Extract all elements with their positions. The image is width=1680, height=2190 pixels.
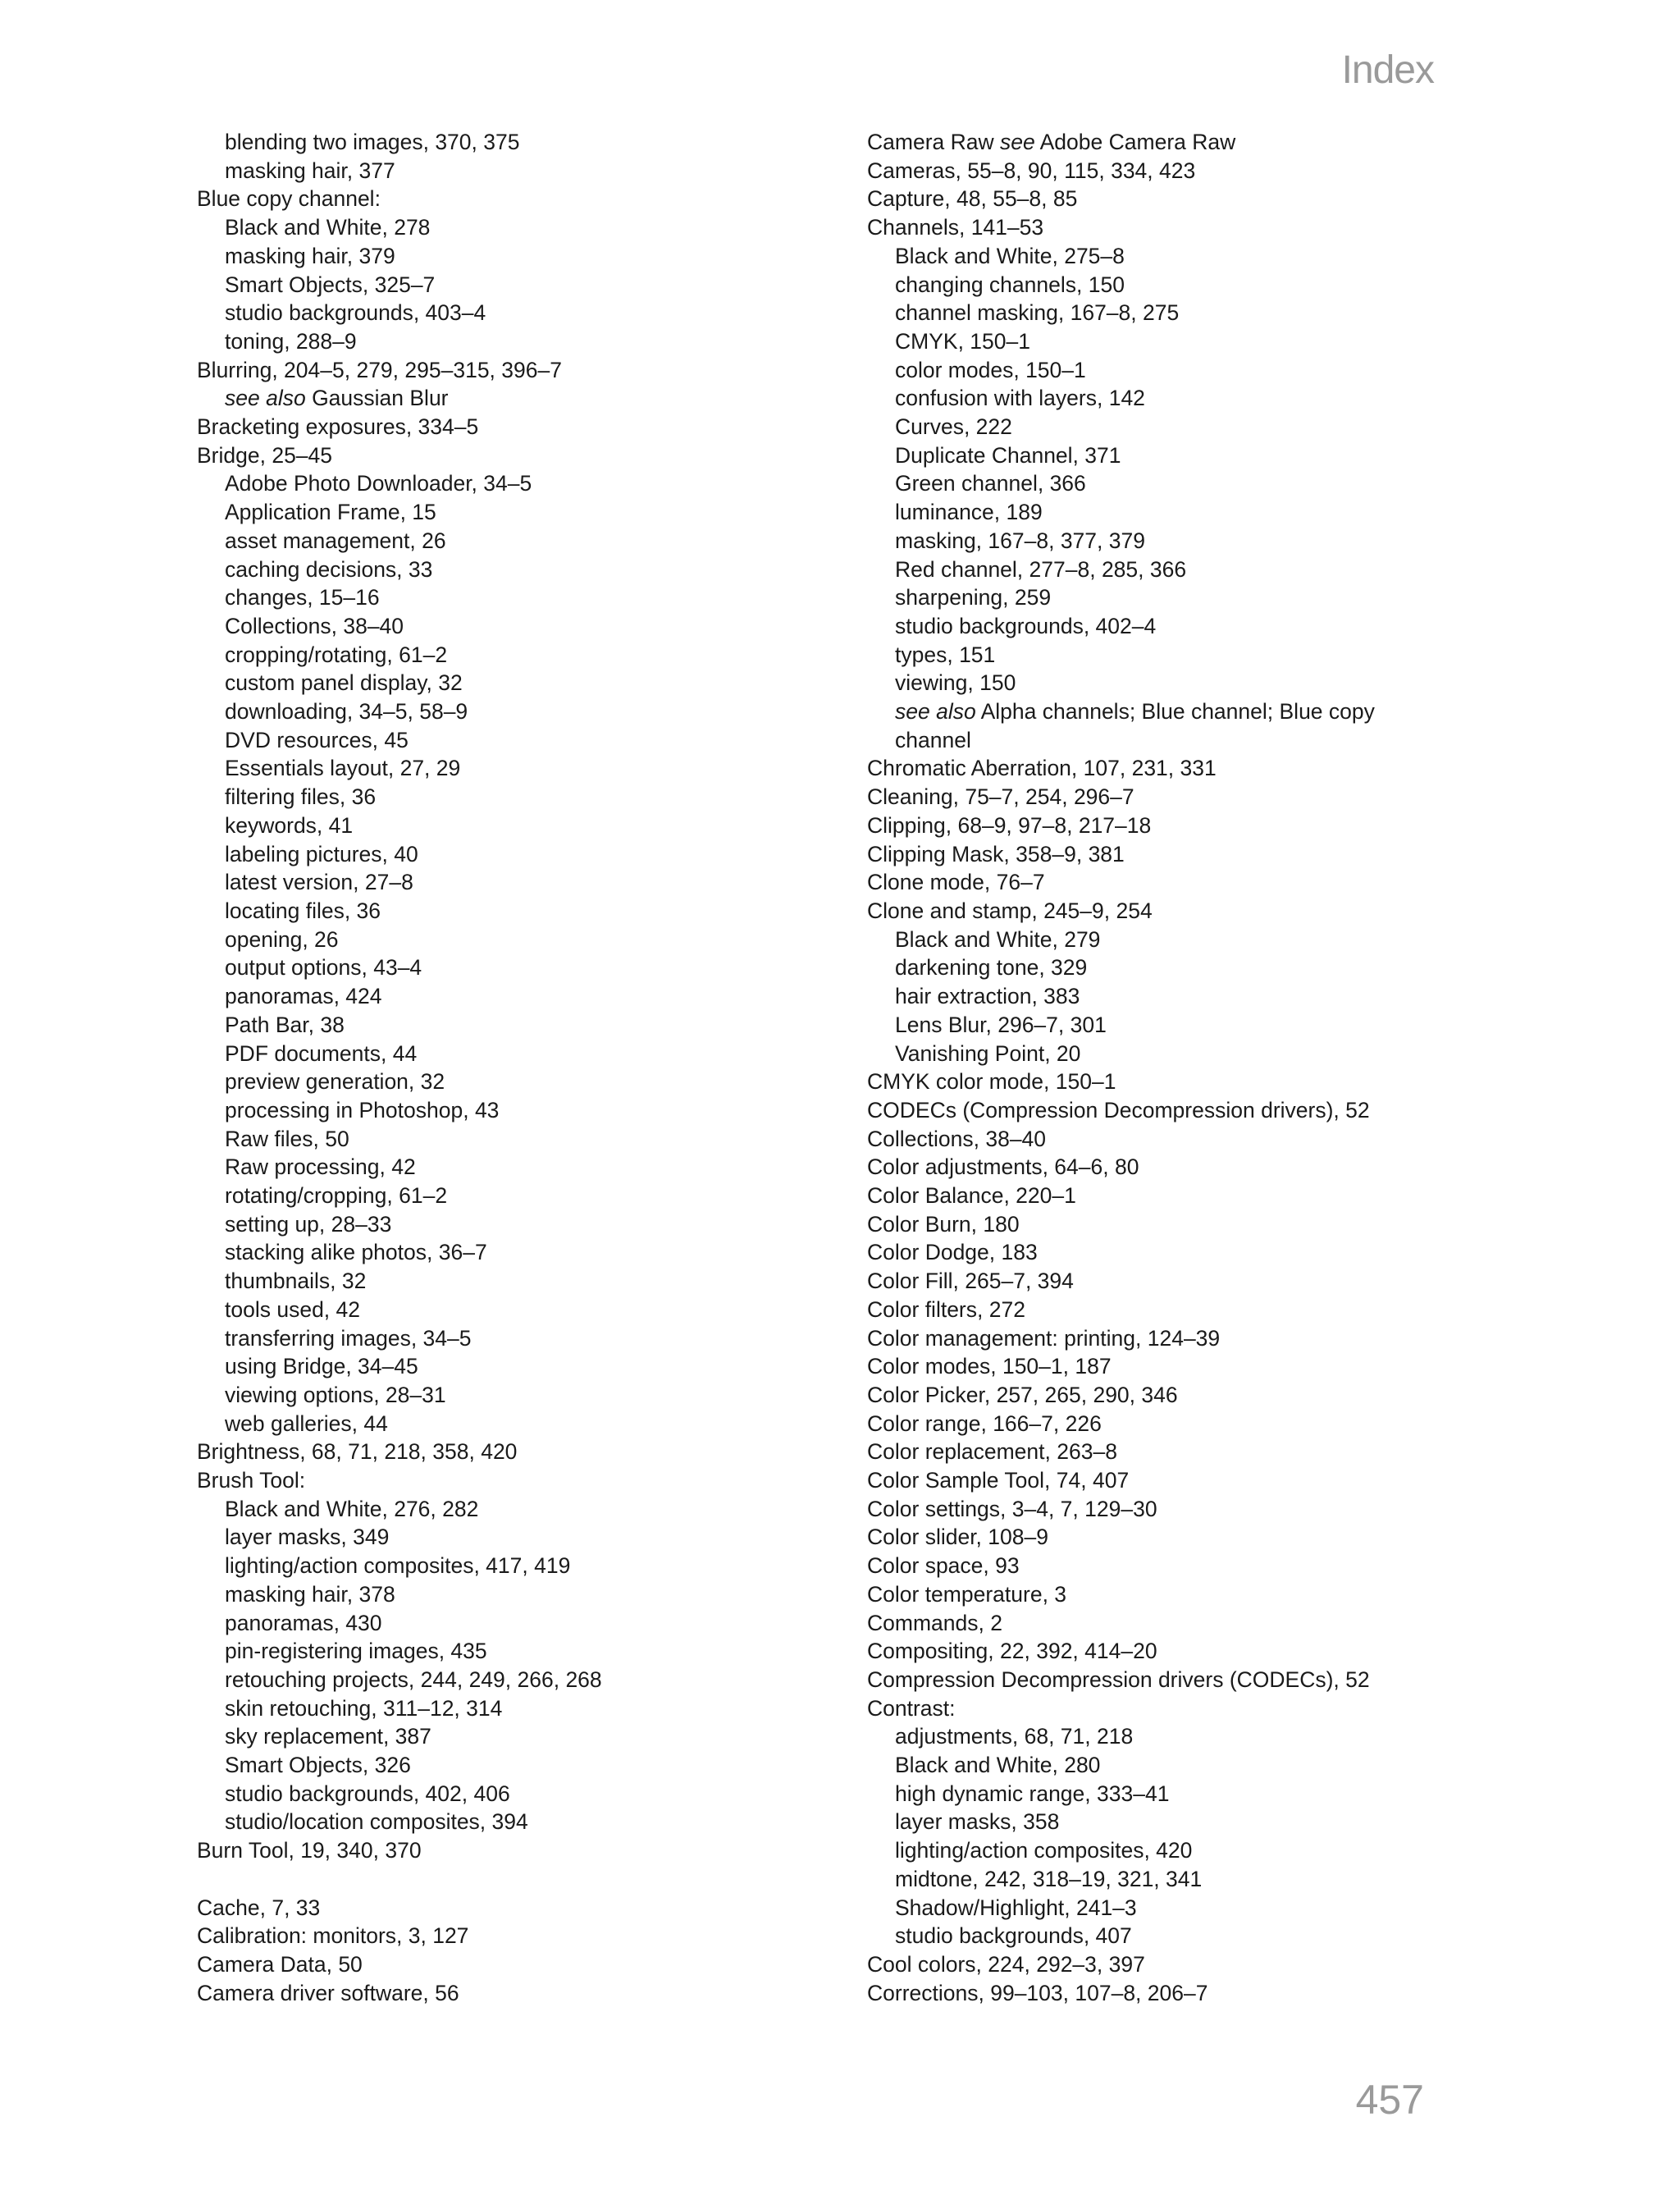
entry-text: Cleaning, 75–7, 254, 296–7 [867, 784, 1134, 810]
entry-text: color modes, 150–1 [895, 357, 1086, 382]
entry-text: keywords, 41 [225, 812, 354, 838]
entry-text: Color management: printing, 124–39 [867, 1325, 1221, 1351]
index-subentry [197, 669, 820, 697]
index-subentry [867, 697, 1458, 726]
entry-text: Green channel, 366 [895, 471, 1086, 496]
entry-text: Camera Raw [867, 130, 1000, 154]
entry-text: Black and White, 275–8 [895, 243, 1125, 268]
index-subentry [197, 1694, 820, 1723]
entry-text: Camera driver software, 56 [197, 1980, 459, 2005]
index-subentry [197, 242, 820, 271]
entry-text: Color replacement, 263–8 [867, 1439, 1117, 1465]
index-subentry [867, 1836, 1458, 1865]
index-subentry [867, 1865, 1458, 1894]
entry-text: Cameras, 55–8, 90, 115, 334, 423 [867, 158, 1196, 183]
index-subentry [197, 1125, 820, 1154]
entry-text: Collections, 38–40 [867, 1126, 1047, 1151]
entry-text: Raw files, 50 [225, 1126, 349, 1151]
index-subentry [197, 1324, 820, 1353]
index-column-right [867, 128, 1458, 2007]
entry-text: Blurring, 204–5, 279, 295–315, 396–7 [197, 357, 562, 382]
index-entry [867, 185, 1458, 213]
entry-text: Camera Data, 50 [197, 1951, 363, 1977]
entry-text: Color Burn, 180 [867, 1211, 1020, 1237]
index-subentry [197, 783, 820, 812]
index-subentry [197, 1096, 820, 1125]
entry-text: channel masking, 167–8, 275 [895, 300, 1180, 326]
index-subentry [197, 1153, 820, 1182]
entry-text: Brightness, 68, 71, 218, 358, 420 [197, 1439, 518, 1465]
index-entry [867, 1495, 1458, 1524]
entry-text: channel [895, 727, 971, 752]
index-subentry [197, 1040, 820, 1068]
entry-text: Color Picker, 257, 265, 290, 346 [867, 1382, 1178, 1407]
index-subentry [867, 641, 1458, 670]
entry-text: Bracketing exposures, 334–5 [197, 414, 479, 440]
index-entry [867, 1637, 1458, 1666]
index-subentry [867, 669, 1458, 697]
entry-text: toning, 288–9 [225, 328, 357, 354]
index-subentry [197, 982, 820, 1011]
index-subentry [867, 527, 1458, 556]
entry-text: Color Fill, 265–7, 394 [867, 1269, 1074, 1294]
index-subentry [197, 1666, 820, 1694]
index-entry [867, 1182, 1458, 1210]
entry-text: Calibration: monitors, 3, 127 [197, 1923, 469, 1949]
index-subentry [197, 498, 820, 527]
entry-text: output options, 43–4 [225, 955, 422, 981]
index-subentry [197, 726, 820, 755]
entry-text: CMYK color mode, 150–1 [867, 1069, 1116, 1095]
entry-text: Compression Decompression drivers (CODECs), 52 [867, 1667, 1370, 1692]
index-entry [867, 1609, 1458, 1638]
entry-text: Black and White, 280 [895, 1753, 1101, 1778]
entry-text: opening, 26 [225, 926, 339, 952]
index-entry [867, 1153, 1458, 1182]
index-subentry [197, 583, 820, 612]
entry-text: tools used, 42 [225, 1296, 361, 1322]
index-entry [867, 1666, 1458, 1694]
entry-text: layer masks, 349 [225, 1525, 390, 1550]
entry-text: latest version, 27–8 [225, 870, 413, 895]
entry-text: confusion with layers, 142 [895, 386, 1145, 411]
index-entry [867, 1324, 1458, 1353]
entry-text: CODECs (Compression Decompression drivers), 52 [867, 1097, 1370, 1122]
entry-text: Essentials layout, 27, 29 [225, 756, 461, 781]
index-entry [867, 897, 1458, 926]
index-subentry [197, 1495, 820, 1524]
entry-text: studio backgrounds, 402–4 [895, 613, 1157, 638]
entry-text: Clipping, 68–9, 97–8, 217–18 [867, 812, 1152, 838]
index-entry [867, 1523, 1458, 1552]
index-subentry [867, 299, 1458, 327]
cross-reference-term: see also [895, 699, 976, 725]
index-subentry [867, 441, 1458, 470]
index-subentry [197, 527, 820, 556]
entry-text: Clipping Mask, 358–9, 381 [867, 841, 1125, 866]
entry-text: Collections, 38–40 [225, 613, 404, 638]
entry-text: Black and White, 279 [895, 926, 1101, 952]
entry-text: using Bridge, 34–45 [225, 1354, 418, 1379]
index-subentry [197, 697, 820, 726]
entry-text: lighting/action composites, 417, 419 [225, 1553, 571, 1579]
index-entry [867, 128, 1458, 157]
page-header-title: Index [1341, 48, 1434, 92]
index-subentry [197, 1011, 820, 1040]
entry-text: CMYK, 150–1 [895, 328, 1030, 354]
entry-text: cropping/rotating, 61–2 [225, 642, 448, 667]
index-entry [867, 1552, 1458, 1580]
entry-text: Adobe Photo Downloader, 34–5 [225, 471, 532, 496]
index-subentry [197, 556, 820, 584]
entry-text: Black and White, 276, 282 [225, 1496, 479, 1521]
index-entry [867, 1381, 1458, 1410]
section-gap [197, 1865, 820, 1894]
index-column-left [197, 128, 820, 2007]
index-subentry [197, 1580, 820, 1609]
entry-text: Curves, 222 [895, 414, 1012, 440]
index-subentry [867, 926, 1458, 954]
index-entry [197, 356, 820, 385]
index-subentry [867, 556, 1458, 584]
entry-text: Contrast: [867, 1695, 956, 1721]
entry-text: custom panel display, 32 [225, 670, 463, 696]
entry-text: Duplicate Channel, 371 [895, 442, 1121, 468]
index-subentry [197, 926, 820, 954]
index-entry [867, 1438, 1458, 1466]
entry-text: Alpha channels; Blue channel; Blue copy [975, 699, 1375, 725]
index-subentry [197, 812, 820, 840]
index-entry [867, 754, 1458, 783]
entry-text: skin retouching, 311–12, 314 [225, 1695, 503, 1721]
entry-text: masking hair, 378 [225, 1581, 395, 1607]
index-subentry [197, 754, 820, 783]
entry-text: Color Dodge, 183 [867, 1240, 1038, 1265]
index-subentry [197, 1352, 820, 1381]
entry-text: downloading, 34–5, 58–9 [225, 699, 468, 725]
entry-text: layer masks, 358 [895, 1809, 1060, 1835]
entry-text: setting up, 28–33 [225, 1211, 392, 1237]
entry-text: Path Bar, 38 [225, 1012, 345, 1037]
index-subentry [197, 1296, 820, 1324]
entry-text: studio backgrounds, 407 [895, 1923, 1132, 1949]
entry-text: blending two images, 370, 375 [225, 130, 520, 154]
index-subentry [197, 1068, 820, 1096]
entry-text: Bridge, 25–45 [197, 442, 333, 468]
index-subentry [867, 1780, 1458, 1808]
index-entry [867, 1352, 1458, 1381]
index-entry [867, 1125, 1458, 1154]
index-subentry [197, 1238, 820, 1267]
index-subentry [197, 384, 820, 413]
index-subentry [867, 498, 1458, 527]
entry-text: rotating/cropping, 61–2 [225, 1183, 448, 1209]
entry-text: retouching projects, 244, 249, 266, 268 [225, 1667, 602, 1692]
entry-text: stacking alike photos, 36–7 [225, 1240, 487, 1265]
entry-text: Application Frame, 15 [225, 500, 436, 525]
entry-text: PDF documents, 44 [225, 1040, 418, 1066]
index-entry [867, 1296, 1458, 1324]
entry-text: locating files, 36 [225, 898, 381, 923]
entry-text: lighting/action composites, 420 [895, 1838, 1193, 1863]
index-subentry [197, 1523, 820, 1552]
index-entry [197, 1894, 820, 1923]
index-subentry [867, 982, 1458, 1011]
index-subentry [197, 1609, 820, 1638]
index-subentry [197, 612, 820, 641]
index-entry [867, 1210, 1458, 1239]
index-entry [197, 185, 820, 213]
cross-reference-term: see [1000, 130, 1035, 154]
entry-text: panoramas, 424 [225, 984, 382, 1009]
entry-text: Clone and stamp, 245–9, 254 [867, 898, 1153, 923]
entry-text: changing channels, 150 [895, 272, 1125, 297]
entry-text: Black and White, 278 [225, 215, 431, 240]
entry-text: Smart Objects, 325–7 [225, 272, 436, 297]
index-subentry [197, 271, 820, 299]
index-entry [867, 1950, 1458, 1979]
page-number: 457 [1355, 2077, 1424, 2123]
index-entry [867, 1694, 1458, 1723]
entry-text: Color Sample Tool, 74, 407 [867, 1468, 1130, 1493]
index-subentry [867, 726, 1458, 755]
index-subentry [197, 1808, 820, 1836]
index-entry [867, 812, 1458, 840]
entry-text: Blue copy channel: [197, 186, 381, 212]
index-subentry [197, 1381, 820, 1410]
index-entry [197, 441, 820, 470]
index-subentry [867, 612, 1458, 641]
entry-text: Red channel, 277–8, 285, 366 [895, 556, 1187, 582]
index-subentry [197, 213, 820, 242]
entry-text: labeling pictures, 40 [225, 841, 418, 866]
index-entry [867, 1466, 1458, 1495]
index-entry [867, 213, 1458, 242]
index-subentry [197, 641, 820, 670]
entry-text: Cool colors, 224, 292–3, 397 [867, 1952, 1145, 1977]
entry-text: thumbnails, 32 [225, 1269, 367, 1294]
entry-text: Color space, 93 [867, 1553, 1020, 1579]
entry-text: Adobe Camera Raw [1034, 130, 1236, 154]
entry-text: studio backgrounds, 403–4 [225, 300, 486, 326]
index-subentry [197, 157, 820, 185]
entry-text: Color temperature, 3 [867, 1581, 1067, 1607]
index-subentry [867, 384, 1458, 413]
entry-text: Brush Tool: [197, 1468, 306, 1493]
entry-text: panoramas, 430 [225, 1610, 382, 1635]
entry-text: masking hair, 377 [225, 158, 395, 183]
index-subentry [867, 1808, 1458, 1836]
index-subentry [867, 953, 1458, 982]
entry-text: asset management, 26 [225, 528, 446, 553]
entry-text: sky replacement, 387 [225, 1724, 431, 1749]
index-entry [197, 1950, 820, 1979]
entry-text: Chromatic Aberration, 107, 231, 331 [867, 756, 1217, 781]
entry-text: Color filters, 272 [867, 1296, 1025, 1322]
entry-text: Vanishing Point, 20 [895, 1040, 1081, 1066]
entry-text: Color Balance, 220–1 [867, 1183, 1076, 1209]
index-entry [867, 157, 1458, 185]
entry-text: pin-registering images, 435 [225, 1639, 487, 1664]
entry-text: processing in Photoshop, 43 [225, 1097, 500, 1122]
entry-text: luminance, 189 [895, 500, 1043, 525]
entry-text: Color settings, 3–4, 7, 129–30 [867, 1496, 1157, 1521]
index-subentry [197, 1210, 820, 1239]
index-entry [197, 1922, 820, 1950]
entry-text: viewing, 150 [895, 670, 1016, 696]
index-subentry [867, 1922, 1458, 1950]
index-entry [197, 1979, 820, 2008]
index-subentry [197, 128, 820, 157]
index-entry [867, 1410, 1458, 1438]
entry-text: Commands, 2 [867, 1610, 1002, 1635]
entry-text: Capture, 48, 55–8, 85 [867, 186, 1078, 212]
entry-text: midtone, 242, 318–19, 321, 341 [895, 1866, 1203, 1891]
index-subentry [867, 327, 1458, 356]
entry-text: masking hair, 379 [225, 243, 395, 268]
index-subentry [197, 327, 820, 356]
entry-text: high dynamic range, 333–41 [895, 1781, 1170, 1806]
entry-text: types, 151 [895, 642, 996, 667]
index-entry [197, 1836, 820, 1865]
entry-text: studio backgrounds, 402, 406 [225, 1781, 510, 1806]
entry-text: sharpening, 259 [895, 585, 1052, 610]
entry-text: viewing options, 28–31 [225, 1382, 446, 1407]
index-subentry [197, 868, 820, 897]
entry-text: caching decisions, 33 [225, 556, 433, 582]
entry-text: Cache, 7, 33 [197, 1895, 321, 1920]
entry-text: Corrections, 99–103, 107–8, 206–7 [867, 1980, 1208, 2005]
index-subentry [867, 413, 1458, 441]
entry-text: Shadow/Highlight, 241–3 [895, 1895, 1137, 1920]
index-subentry [197, 953, 820, 982]
entry-text: DVD resources, 45 [225, 727, 409, 752]
entry-text: Smart Objects, 326 [225, 1753, 411, 1778]
entry-text: preview generation, 32 [225, 1069, 445, 1095]
index-entry [197, 1438, 820, 1466]
entry-text: transferring images, 34–5 [225, 1325, 472, 1351]
index-subentry [867, 1011, 1458, 1040]
index-entry [867, 1979, 1458, 2008]
entry-text: Burn Tool, 19, 340, 370 [197, 1838, 422, 1863]
index-subentry [867, 1040, 1458, 1068]
entry-text: Clone mode, 76–7 [867, 870, 1045, 895]
index-entry [867, 868, 1458, 897]
index-subentry [197, 1751, 820, 1780]
index-subentry [197, 1552, 820, 1580]
entry-text: web galleries, 44 [225, 1410, 388, 1436]
entry-text: filtering files, 36 [225, 784, 377, 810]
entry-text: Color modes, 150–1, 187 [867, 1354, 1112, 1379]
index-subentry [867, 356, 1458, 385]
index-entry [867, 1238, 1458, 1267]
entry-text: Lens Blur, 296–7, 301 [895, 1012, 1107, 1037]
entry-text: Gaussian Blur [305, 386, 449, 411]
index-entry [867, 840, 1458, 869]
index-subentry [197, 1780, 820, 1808]
index-entry [197, 1466, 820, 1495]
index-subentry [197, 1267, 820, 1296]
entry-text: studio/location composites, 394 [225, 1809, 528, 1835]
index-subentry [197, 1182, 820, 1210]
index-subentry [867, 1894, 1458, 1923]
index-entry [867, 1068, 1458, 1096]
index-subentry [197, 840, 820, 869]
entry-text: changes, 15–16 [225, 585, 380, 610]
entry-text: Compositing, 22, 392, 414–20 [867, 1639, 1157, 1664]
index-entry [197, 413, 820, 441]
index-subentry [867, 271, 1458, 299]
entry-text: Raw processing, 42 [225, 1154, 416, 1180]
entry-text: darkening tone, 329 [895, 955, 1088, 981]
index-entry [867, 1580, 1458, 1609]
index-subentry [197, 1410, 820, 1438]
entry-text: adjustments, 68, 71, 218 [895, 1724, 1134, 1749]
index-subentry [867, 469, 1458, 498]
index-entry [867, 1267, 1458, 1296]
index-entry [867, 1096, 1458, 1125]
index-subentry [197, 469, 820, 498]
index-subentry [197, 1637, 820, 1666]
index-subentry [197, 1722, 820, 1751]
entry-text: Color range, 166–7, 226 [867, 1410, 1102, 1436]
entry-text: Color slider, 108–9 [867, 1525, 1048, 1550]
cross-reference-term: see also [225, 386, 306, 411]
index-entry [867, 783, 1458, 812]
entry-text: masking, 167–8, 377, 379 [895, 528, 1145, 553]
index-subentry [867, 1751, 1458, 1780]
index-subentry [867, 583, 1458, 612]
entry-text: Channels, 141–53 [867, 215, 1044, 240]
index-subentry [197, 897, 820, 926]
index-subentry [867, 1722, 1458, 1751]
index-subentry [867, 242, 1458, 271]
index-subentry [197, 299, 820, 327]
entry-text: hair extraction, 383 [895, 984, 1080, 1009]
entry-text: Color adjustments, 64–6, 80 [867, 1154, 1139, 1180]
